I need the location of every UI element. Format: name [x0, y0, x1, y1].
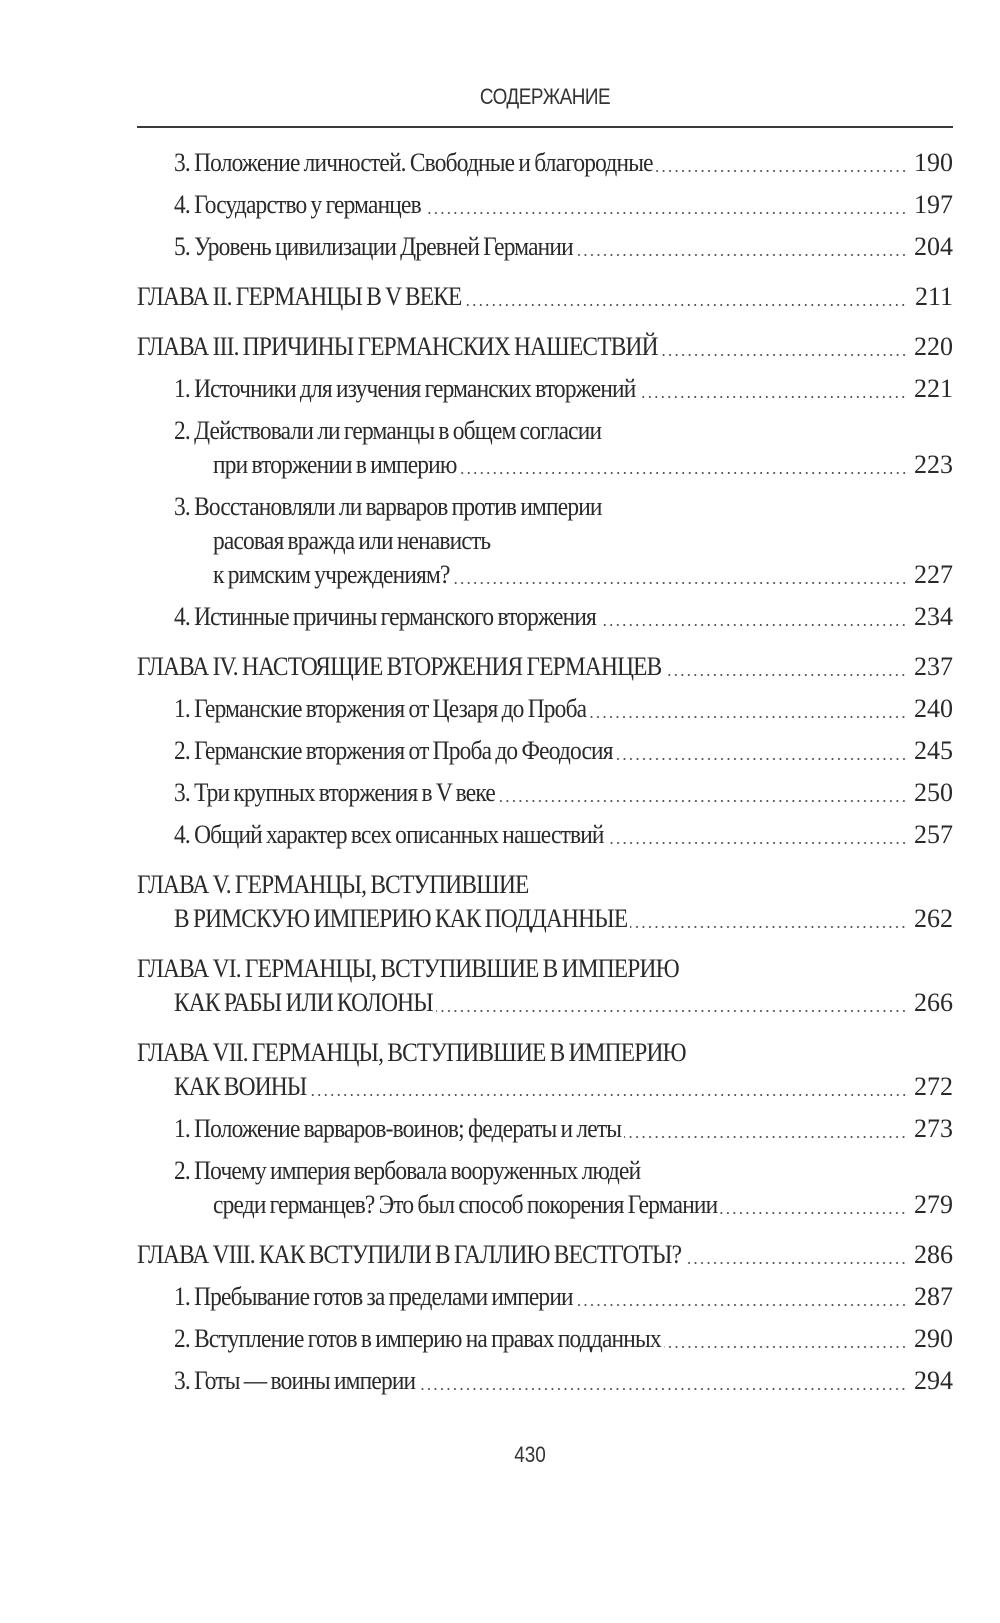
leader-dots [424, 212, 907, 214]
toc-line [137, 330, 953, 364]
leader-dots [464, 304, 907, 306]
toc-entry-title: 5. Уровень цивилизации Древней Германии [174, 232, 573, 261]
page-number: 430 [514, 1442, 546, 1467]
leader-dots [607, 842, 907, 844]
toc-page-number: 286 [914, 1240, 953, 1269]
toc-entry-title: КАК РАБЫ ИЛИ КОЛОНЫ [174, 988, 433, 1017]
toc-line [137, 1322, 953, 1356]
toc-entry-title: КАК ВОИНЫ [174, 1072, 307, 1101]
toc-page-number: 273 [914, 1114, 953, 1143]
toc-entry-title: 4. Государство у германцев [174, 190, 421, 219]
toc-page-number: 227 [914, 560, 953, 589]
toc-line [137, 600, 953, 634]
toc-line [137, 868, 953, 902]
toc-page-number: 240 [914, 694, 953, 723]
toc-chapter-entry [137, 1238, 953, 1272]
toc-chapter-entry [137, 868, 953, 936]
running-head: СОДЕРЖАНИЕ [479, 84, 611, 109]
toc-entry-title: 1. Германские вторжения от Цезаря до Проба [174, 694, 587, 723]
toc-line [137, 734, 953, 768]
toc-entry-title: ГЛАВА IV. НАСТОЯЩИЕ ВТОРЖЕНИЯ ГЕРМАНЦЕВ [137, 652, 662, 681]
toc-page-number: 290 [914, 1324, 953, 1353]
toc-section-entry [137, 146, 953, 180]
toc-line [137, 490, 953, 524]
toc-line [137, 280, 953, 314]
toc-section-entry [137, 818, 953, 852]
toc-entry-title: 3. Восстановляли ли варваров против империи [174, 492, 602, 521]
toc-chapter-entry [137, 1036, 953, 1104]
leader-dots [616, 758, 907, 760]
toc-section-entry [137, 372, 953, 406]
toc-entry-title: 3. Три крупных вторжения в V веке [174, 778, 495, 807]
leader-dots [599, 624, 907, 626]
toc-page-number: 262 [914, 904, 953, 933]
toc-chapter-entry [137, 952, 953, 1020]
toc-section-entry [137, 600, 953, 634]
toc-entry-title: ГЛАВА III. ПРИЧИНЫ ГЕРМАНСКИХ НАШЕСТВИЙ [137, 332, 658, 361]
leader-dots [498, 800, 907, 802]
toc-page-number: 237 [914, 652, 953, 681]
toc-page-number: 272 [914, 1072, 953, 1101]
leader-dots [684, 1262, 907, 1264]
toc-line [137, 188, 953, 222]
toc-entry-title: 2. Действовали ли германцы в общем согласии [174, 416, 602, 445]
toc-entry-title: среди германцев? Это был способ покорения Германии [213, 1190, 718, 1219]
toc-page-number: 221 [914, 374, 953, 403]
toc-section-entry [137, 490, 953, 592]
toc-line [137, 1238, 953, 1272]
toc-page-number: 211 [914, 282, 953, 311]
toc-entry-title: ГЛАВА II. ГЕРМАНЦЫ В V ВЕКЕ [137, 282, 462, 311]
toc-line [137, 986, 953, 1020]
toc-entry-title: 1. Пребывание готов за пределами империи [174, 1282, 573, 1311]
toc-line [137, 414, 953, 448]
toc-entry-title: В РИМСКУЮ ИМПЕРИЮ КАК ПОДДАННЫЕ [174, 904, 628, 933]
toc-entry-title: ГЛАВА VIII. КАК ВСТУПИЛИ В ГАЛЛИЮ ВЕСТГОТЫ? [137, 1240, 682, 1269]
toc-page-number: 250 [914, 778, 953, 807]
leader-dots [720, 1212, 907, 1214]
toc-section-entry [137, 1112, 953, 1146]
toc-page-number: 257 [914, 820, 953, 849]
toc-section-entry [137, 734, 953, 768]
toc-page-number: 245 [914, 736, 953, 765]
toc-line [137, 1070, 953, 1104]
toc-line [137, 558, 953, 592]
toc-line [137, 372, 953, 406]
toc-page-number: 220 [914, 332, 953, 361]
toc-line [137, 524, 953, 558]
toc-line [137, 1036, 953, 1070]
toc-page-number: 234 [914, 602, 953, 631]
toc-entry-title: при вторжении в империю [213, 450, 457, 479]
toc-line [137, 1188, 953, 1222]
leader-dots [453, 582, 907, 584]
leader-dots [630, 926, 907, 928]
toc-entry-title: 2. Германские вторжения от Проба до Феодосия [174, 736, 613, 765]
leader-dots [656, 170, 907, 172]
toc-page-number: 223 [914, 450, 953, 479]
toc-section-entry [137, 1280, 953, 1314]
header-rule [137, 126, 953, 128]
toc-page-number: 294 [914, 1366, 953, 1395]
toc-line [137, 146, 953, 180]
toc-line [137, 1364, 953, 1398]
leader-dots [638, 396, 907, 398]
toc-entry-title: расовая вражда или ненависть [213, 526, 491, 555]
toc-section-entry [137, 230, 953, 264]
toc-line [137, 1280, 953, 1314]
toc-chapter-entry [137, 280, 953, 314]
toc-entry-title: 1. Положение варваров-воинов; федераты и леты [174, 1114, 622, 1143]
toc-entry-title: ГЛАВА V. ГЕРМАНЦЫ, ВСТУПИВШИЕ [137, 870, 529, 899]
table-of-contents [137, 146, 953, 1398]
toc-chapter-entry [137, 330, 953, 364]
toc-line [137, 902, 953, 936]
toc-page-number: 197 [914, 190, 953, 219]
toc-chapter-entry [137, 650, 953, 684]
toc-line [137, 776, 953, 810]
toc-line [137, 1112, 953, 1146]
toc-section-entry [137, 776, 953, 810]
toc-line [137, 230, 953, 264]
toc-section-entry [137, 414, 953, 482]
toc-section-entry [137, 1322, 953, 1356]
toc-line [137, 952, 953, 986]
toc-entry-title: к римским учреждениям? [213, 560, 450, 589]
leader-dots [576, 1304, 907, 1306]
leader-dots [624, 1136, 907, 1138]
leader-dots [460, 472, 907, 474]
toc-entry-title: ГЛАВА VI. ГЕРМАНЦЫ, ВСТУПИВШИЕ В ИМПЕРИЮ [137, 954, 679, 983]
toc-line [137, 818, 953, 852]
leader-dots [436, 1010, 907, 1012]
toc-section-entry [137, 1364, 953, 1398]
toc-entry-title: 2. Вступление готов в империю на правах подданных [174, 1324, 661, 1353]
leader-dots [664, 674, 907, 676]
toc-line [137, 692, 953, 726]
toc-section-entry [137, 692, 953, 726]
toc-entry-title: 4. Истинные причины германского вторжения [174, 602, 597, 631]
toc-page-number: 279 [914, 1190, 953, 1219]
toc-entry-title: ГЛАВА VII. ГЕРМАНЦЫ, ВСТУПИВШИЕ В ИМПЕРИЮ [137, 1038, 686, 1067]
leader-dots [418, 1388, 907, 1390]
toc-line [137, 650, 953, 684]
toc-entry-title: 3. Готы — воины империи [174, 1366, 416, 1395]
toc-line [137, 1154, 953, 1188]
toc-section-entry [137, 188, 953, 222]
leader-dots [576, 254, 907, 256]
toc-entry-title: 3. Положение личностей. Свободные и благородные [174, 148, 653, 177]
toc-page-number: 190 [914, 148, 953, 177]
toc-entry-title: 4. Общий характер всех описанных нашествий [174, 820, 604, 849]
toc-page-number: 204 [914, 232, 953, 261]
toc-entry-title: 1. Источники для изучения германских вторжений [174, 374, 636, 403]
toc-page-number: 266 [914, 988, 953, 1017]
toc-line [137, 448, 953, 482]
leader-dots [589, 716, 907, 718]
leader-dots [310, 1094, 907, 1096]
leader-dots [661, 354, 907, 356]
leader-dots [664, 1346, 907, 1348]
toc-page-number: 287 [914, 1282, 953, 1311]
toc-entry-title: 2. Почему империя вербовала вооруженных людей [174, 1156, 641, 1185]
toc-section-entry [137, 1154, 953, 1222]
